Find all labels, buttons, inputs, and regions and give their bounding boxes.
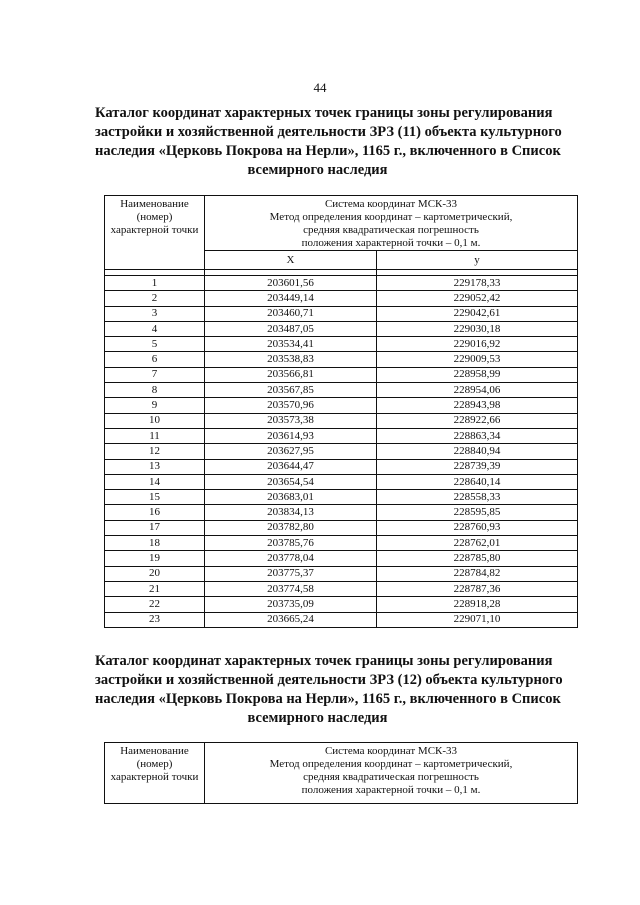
catalog-title-zrz-12 <box>95 652 563 728</box>
header-system-line: Система координат МСК-33 <box>324 745 458 757</box>
table-row <box>105 352 578 367</box>
table-row <box>105 505 578 520</box>
x-coordinate-cell: 203735,09 <box>205 597 377 612</box>
table-row <box>105 413 578 428</box>
table-row <box>105 536 578 551</box>
table-row <box>105 383 578 398</box>
point-number-cell: 16 <box>105 505 205 520</box>
y-coordinate-cell: 228918,28 <box>377 597 578 612</box>
x-coordinate-cell: 203487,05 <box>205 321 377 336</box>
title-line: всемирного наследия <box>247 162 388 178</box>
header-system-line: положения характерной точки – 0,1 м. <box>301 784 481 796</box>
table-row <box>105 291 578 306</box>
header-system-line: средняя квадратическая погрешность <box>303 224 479 236</box>
table-row <box>105 321 578 336</box>
y-coordinate-cell: 228922,66 <box>377 413 578 428</box>
title-line: Каталог координат характерных точек границы зоны регулирования <box>95 105 553 121</box>
x-coordinate-cell: 203782,80 <box>205 520 377 535</box>
header-system-line: Метод определения координат – картометрический, <box>269 211 513 223</box>
catalog-title-zrz-11 <box>95 104 562 180</box>
point-number-cell: 20 <box>105 566 205 581</box>
header-point-name-line: (номер) <box>136 211 173 223</box>
title-line: застройки и хозяйственной деятельности ЗРЗ (12) объекта культурного <box>95 672 563 688</box>
y-coordinate-cell: 228787,36 <box>377 581 578 596</box>
table-row <box>105 474 578 489</box>
x-coordinate-cell: 203775,37 <box>205 566 377 581</box>
table-row <box>105 566 578 581</box>
y-coordinate-cell: 228762,01 <box>377 536 578 551</box>
table-row <box>105 306 578 321</box>
title-line: Каталог координат характерных точек границы зоны регулирования <box>95 653 553 669</box>
header-coordinate-system <box>205 196 578 251</box>
x-coordinate-cell: 203834,13 <box>205 505 377 520</box>
title-line: всемирного наследия <box>247 710 388 726</box>
title-line: наследия «Церковь Покрова на Нерли», 1165 г., включенного в Список <box>95 143 561 159</box>
header-x: X <box>205 251 377 270</box>
table-row <box>105 597 578 612</box>
point-number-cell: 7 <box>105 367 205 382</box>
y-coordinate-cell: 229178,33 <box>377 276 578 291</box>
title-line: застройки и хозяйственной деятельности ЗРЗ (11) объекта культурного <box>95 124 562 140</box>
point-number-cell: 18 <box>105 536 205 551</box>
table-row <box>105 520 578 535</box>
y-coordinate-cell: 229016,92 <box>377 337 578 352</box>
header-point-name-line: (номер) <box>136 758 173 770</box>
x-coordinate-cell: 203573,38 <box>205 413 377 428</box>
point-number-cell: 9 <box>105 398 205 413</box>
table-row <box>105 337 578 352</box>
point-number-cell: 23 <box>105 612 205 627</box>
header-system-line: положения характерной точки – 0,1 м. <box>301 237 481 249</box>
x-coordinate-cell: 203460,71 <box>205 306 377 321</box>
x-coordinate-cell: 203538,83 <box>205 352 377 367</box>
header-y: у <box>377 251 578 270</box>
header-system-line: Система координат МСК-33 <box>324 198 458 210</box>
table-row <box>105 551 578 566</box>
header-system-line: Метод определения координат – картометрический, <box>269 758 513 770</box>
y-coordinate-cell: 229071,10 <box>377 612 578 627</box>
y-coordinate-cell: 228784,82 <box>377 566 578 581</box>
header-point-name <box>105 743 205 804</box>
table-row <box>105 398 578 413</box>
y-coordinate-cell: 228640,14 <box>377 474 578 489</box>
point-number-cell: 1 <box>105 276 205 291</box>
point-number-cell: 19 <box>105 551 205 566</box>
y-coordinate-cell: 229009,53 <box>377 352 578 367</box>
point-number-cell: 22 <box>105 597 205 612</box>
point-number-cell: 11 <box>105 428 205 443</box>
point-number-cell: 6 <box>105 352 205 367</box>
table-body <box>105 276 578 628</box>
table-row <box>105 490 578 505</box>
table-row <box>105 276 578 291</box>
y-coordinate-cell: 228863,34 <box>377 428 578 443</box>
point-number-cell: 14 <box>105 474 205 489</box>
x-coordinate-cell: 203627,95 <box>205 444 377 459</box>
table-row <box>105 428 578 443</box>
header-point-name <box>105 196 205 270</box>
table-row <box>105 581 578 596</box>
title-line: наследия «Церковь Покрова на Нерли», 1165 г., включенного в Список <box>95 691 561 707</box>
x-coordinate-cell: 203567,85 <box>205 383 377 398</box>
point-number-cell: 13 <box>105 459 205 474</box>
y-coordinate-cell: 228595,85 <box>377 505 578 520</box>
x-coordinate-cell: 203683,01 <box>205 490 377 505</box>
point-number-cell: 8 <box>105 383 205 398</box>
coordinates-table-zrz-12 <box>104 742 578 804</box>
point-number-cell: 10 <box>105 413 205 428</box>
x-coordinate-cell: 203534,41 <box>205 337 377 352</box>
y-coordinate-cell: 229052,42 <box>377 291 578 306</box>
point-number-cell: 3 <box>105 306 205 321</box>
y-coordinate-cell: 229030,18 <box>377 321 578 336</box>
point-number-cell: 5 <box>105 337 205 352</box>
table-row <box>105 612 578 627</box>
x-coordinate-cell: 203449,14 <box>205 291 377 306</box>
table-row <box>105 367 578 382</box>
coordinates-table-zrz-11 <box>104 195 578 628</box>
x-coordinate-cell: 203665,24 <box>205 612 377 627</box>
y-coordinate-cell: 228760,93 <box>377 520 578 535</box>
table-row <box>105 444 578 459</box>
header-coordinate-system <box>205 743 578 804</box>
y-coordinate-cell: 228739,39 <box>377 459 578 474</box>
x-coordinate-cell: 203774,58 <box>205 581 377 596</box>
y-coordinate-cell: 228943,98 <box>377 398 578 413</box>
x-coordinate-cell: 203778,04 <box>205 551 377 566</box>
y-coordinate-cell: 228954,06 <box>377 383 578 398</box>
y-coordinate-cell: 228785,80 <box>377 551 578 566</box>
x-coordinate-cell: 203644,47 <box>205 459 377 474</box>
page-number: 44 <box>313 80 327 95</box>
header-point-name-line: Наименование <box>120 745 189 757</box>
y-coordinate-cell: 229042,61 <box>377 306 578 321</box>
point-number-cell: 15 <box>105 490 205 505</box>
x-coordinate-cell: 203614,93 <box>205 428 377 443</box>
header-system-line: средняя квадратическая погрешность <box>303 771 479 783</box>
x-coordinate-cell: 203785,76 <box>205 536 377 551</box>
point-number-cell: 4 <box>105 321 205 336</box>
point-number-cell: 17 <box>105 520 205 535</box>
header-point-name-line: Наименование <box>120 198 189 210</box>
x-coordinate-cell: 203570,96 <box>205 398 377 413</box>
table-row <box>105 459 578 474</box>
point-number-cell: 2 <box>105 291 205 306</box>
x-coordinate-cell: 203654,54 <box>205 474 377 489</box>
y-coordinate-cell: 228558,33 <box>377 490 578 505</box>
header-point-name-line: характерной точки <box>110 224 199 236</box>
y-coordinate-cell: 228958,99 <box>377 367 578 382</box>
x-coordinate-cell: 203566,81 <box>205 367 377 382</box>
header-point-name-line: характерной точки <box>110 771 199 783</box>
point-number-cell: 12 <box>105 444 205 459</box>
y-coordinate-cell: 228840,94 <box>377 444 578 459</box>
point-number-cell: 21 <box>105 581 205 596</box>
x-coordinate-cell: 203601,56 <box>205 276 377 291</box>
